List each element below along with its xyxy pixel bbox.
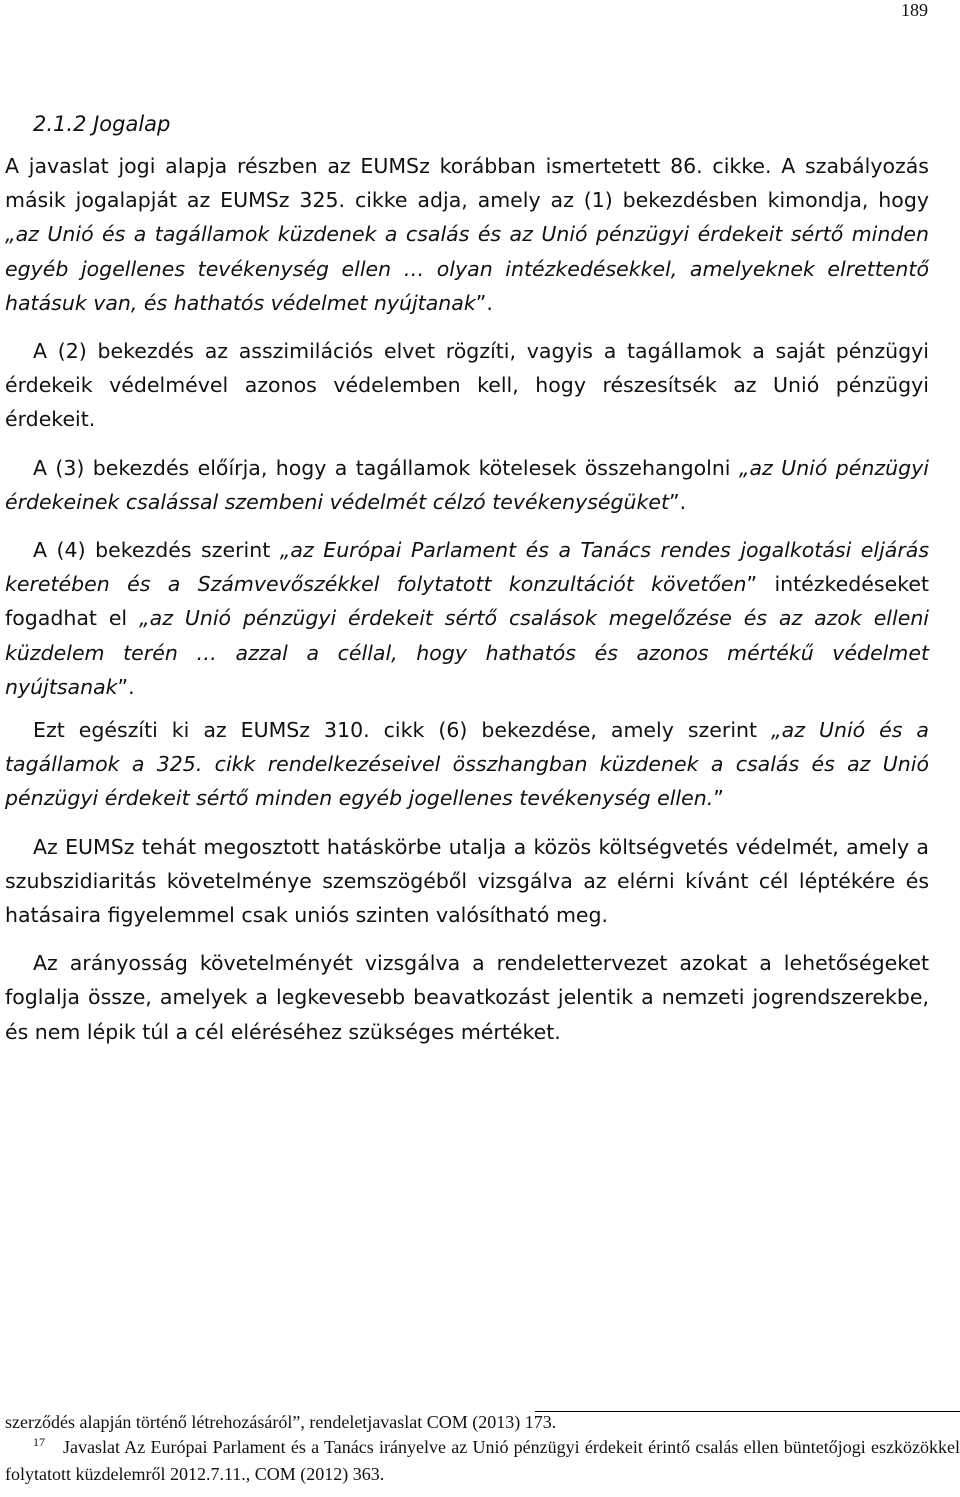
footnotes xyxy=(5,1410,960,1487)
paragraph-proportionality: Az arányosság követelményét vizsgálva a rendelettervezet azokat a lehetőségeket foglalja össze, amelyek a legkevesebb beavatkozást jelentik a nemzeti jogrendszerekbe, és nem lépik túl a cél eléréséhez szükséges mértéket. xyxy=(5,951,929,1044)
p5-end: ” xyxy=(713,786,724,811)
paragraph-legal-basis xyxy=(5,149,929,320)
paragraph-subsidiarity: Az EUMSz tehát megosztott hatáskörbe utalja a közös költségvetés védelmét, amely a szubszidiaritás követelménye szemszögéből vizsgálva az elérni kívánt cél léptékére és hatásaira figyelemmel csak uniós szinten valósítható meg. xyxy=(5,834,929,928)
p4-quote-1: „az Európai Parlament és a Tanács rendes jogalkotási eljárás keretében és a Számvevőszékkel folytatott konzultációt követően xyxy=(5,538,930,597)
p3-quote: „az Unió pénzügyi érdekeinek csalással szembeni védelmét célzó tevékenységüket xyxy=(5,455,929,514)
p1-end: ”. xyxy=(475,290,493,315)
paragraph-assimilation: A (2) bekezdés az asszimilációs elvet rögzíti, vagyis a tagállamok a saját pénzügyi érdekeik védelmével azonos védelemben kell, hogy részesítsék az Unió pénzügyi érdekeit. xyxy=(5,339,929,432)
p4-text-2: ” intézkedéseket fogadhat el xyxy=(5,572,930,631)
p3-end: ”. xyxy=(669,489,687,514)
p1-quote: „az Unió és a tagállamok küzdenek a csalás és az Unió pénzügyi érdekeit sértő minden egyéb jogellenes tevékenység ellen … olyan intézkedésekkel, amelyeknek elrettentő hatásuk van, és hathatós védelmet nyújtanak xyxy=(5,222,929,315)
p4-quote-2: „az Unió pénzügyi érdekeit sértő csalások megelőzése és az azok elleni küzdelem terén … azzal a céllal, hogy hathatós és azonos mértékű védelmet nyújtsanak xyxy=(5,606,930,699)
paragraph-measures xyxy=(5,533,929,704)
paragraph-coordination xyxy=(5,451,929,519)
p5-text: Ezt egészíti ki az EUMSz 310. cikk (6) bekezdése, amely szerint xyxy=(33,718,772,743)
p4-text: A (4) bekezdés szerint xyxy=(33,538,280,563)
section-heading: 2.1.2 Jogalap xyxy=(33,112,171,136)
paragraph-article-310 xyxy=(5,713,929,816)
p5-quote: „az Unió és a tagállamok a 325. cikk rendelkezéseivel összhangban küzdenek a csalás és az Unió pénzügyi érdekeit sértő minden egyéb jogellenes tevékenység ellen. xyxy=(5,718,929,811)
page-number: 189 xyxy=(901,0,928,20)
footnote-continuation: szerződés alapján történő létrehozásáról”, rendeletjavaslat COM (2013) 173. xyxy=(5,1412,557,1432)
p3-text: A (3) bekezdés előírja, hogy a tagállamok kötelesek összehangolni xyxy=(33,455,739,480)
main-text xyxy=(5,105,929,1063)
footnote-17-text: Javaslat Az Európai Parlament és a Tanács irányelve az Unió pénzügyi érdekeit érintő csalás ellen büntetőjogi eszközökkel folytatott küzdelemről 2012.7.11., COM (2012) 363. xyxy=(5,1437,960,1484)
footnote-17 xyxy=(5,1435,960,1487)
p1-text: A javaslat jogi alapja részben az EUMSz korábban ismertetett 86. cikke. A szabályozás másik jogalapját az EUMSz 325. cikke adja, amely az (1) bekezdésben kimondja, hogy xyxy=(5,154,929,213)
p4-end: ”. xyxy=(117,674,135,699)
footnote-mark: 17 xyxy=(33,1435,45,1449)
